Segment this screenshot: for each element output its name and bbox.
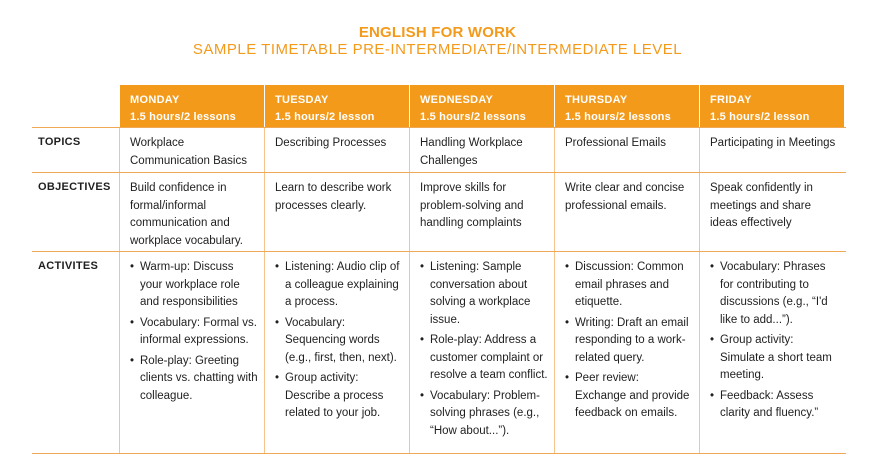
day-header-monday [119, 85, 264, 127]
activity-item: • Feedback: Assess clarity and fluency.” [710, 388, 838, 423]
activity-item: • Group activity: Describe a process related to your job. [275, 370, 403, 423]
row-label-topics: TOPICS [38, 136, 81, 148]
topic-cell: Professional Emails [554, 128, 699, 172]
activity-item: • Writing: Draft an email responding to a work-related query. [565, 315, 693, 368]
day-name: WEDNESDAY [420, 94, 494, 106]
day-duration: 1.5 hours/2 lesson [275, 111, 375, 123]
activity-item: • Discussion: Common email phrases and etiquette. [565, 259, 693, 312]
topic-cell: Participating in Meetings [699, 128, 844, 172]
objective-cell: Improve skills for problem-solving and handling complaints [409, 173, 554, 251]
day-header-thursday [554, 85, 699, 127]
topic-cell: Handling Workplace Challenges [409, 128, 554, 172]
day-duration: 1.5 hours/2 lesson [710, 111, 810, 123]
timetable [32, 85, 846, 454]
document-subtitle: SAMPLE TIMETABLE PRE-INTERMEDIATE/INTERMEDIATE LEVEL [192, 41, 683, 58]
activity-item: • Group activity: Simulate a short team meeting. [710, 332, 838, 385]
day-duration: 1.5 hours/2 lessons [420, 111, 526, 123]
day-header-friday [699, 85, 844, 127]
activities-row [32, 252, 846, 454]
activity-list [565, 259, 693, 423]
header-row [32, 85, 846, 127]
activities-cell [264, 252, 409, 453]
header-corner [32, 85, 119, 127]
day-duration: 1.5 hours/2 lessons [130, 111, 236, 123]
activities-cell [119, 252, 264, 453]
activity-item: • Vocabulary: Sequencing words (e.g., first, then, next). [275, 315, 403, 368]
activities-cell [699, 252, 844, 453]
topic-cell: Describing Processes [264, 128, 409, 172]
objective-cell: Speak confidently in meetings and share ideas effectively [699, 173, 844, 251]
activities-cell [554, 252, 699, 453]
activity-list [710, 259, 838, 423]
day-name: MONDAY [130, 94, 180, 106]
activities-cell [409, 252, 554, 453]
activity-item: • Role-play: Address a customer complaint or resolve a team conflict. [420, 332, 548, 385]
activity-item: • Vocabulary: Problem-solving phrases (e.g., “How about...”). [420, 388, 548, 441]
day-name: THURSDAY [565, 94, 628, 106]
day-header-wednesday [409, 85, 554, 127]
activity-item: • Peer review: Exchange and provide feedback on emails. [565, 370, 693, 423]
activity-item: • Vocabulary: Phrases for contributing to discussions (e.g., “I'd like to add...”). [710, 259, 838, 329]
day-name: FRIDAY [710, 94, 752, 106]
activity-item: • Vocabulary: Formal vs. informal expressions. [130, 315, 258, 350]
activity-list [275, 259, 403, 423]
activity-item: • Role-play: Greeting clients vs. chatting with colleague. [130, 353, 258, 406]
objective-cell: Build confidence in formal/informal communication and workplace vocabulary. [119, 173, 264, 251]
document-title: ENGLISH FOR WORK [358, 24, 517, 41]
day-header-tuesday [264, 85, 409, 127]
activity-item: • Listening: Sample conversation about solving a workplace issue. [420, 259, 548, 329]
activity-item: • Warm-up: Discuss your workplace role and responsibilities [130, 259, 258, 312]
topics-row [32, 127, 846, 173]
day-duration: 1.5 hours/2 lessons [565, 111, 671, 123]
topic-cell: Workplace Communication Basics [119, 128, 264, 172]
day-name: TUESDAY [275, 94, 329, 106]
row-label-activities: ACTIVITES [38, 260, 99, 272]
activity-item: • Listening: Audio clip of a colleague explaining a process. [275, 259, 403, 312]
objectives-row [32, 173, 846, 252]
activity-list [130, 259, 258, 405]
activity-list [420, 259, 548, 440]
objective-cell: Write clear and concise professional emails. [554, 173, 699, 251]
row-label-objectives: OBJECTIVES [38, 181, 111, 193]
objective-cell: Learn to describe work processes clearly. [264, 173, 409, 251]
